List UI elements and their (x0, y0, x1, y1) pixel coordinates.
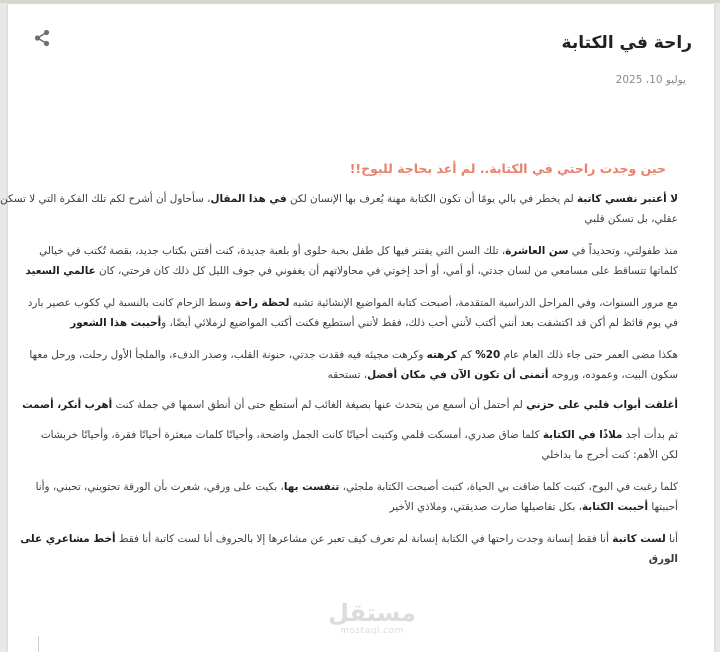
text-run: ، تلك السن التي يفتنر فيها كل طفل بحبة حلوى أو بلعبة جديدة، كنت أفتتن بكتاب جديد، بقصة تُكتب في خيالي (39, 245, 506, 257)
text-run: مع مرور السنوات، وفي المراحل الدراسية المتقدمة، أصبحت كتابة المواضيع الإنشائية تشبه (289, 297, 678, 309)
post-title: راحة في الكتابة (561, 33, 692, 53)
text-run: كلماتها تتساقط على مسامعي من لسان جدتي، أو أمي، أو أحد إخوتي في محاولاتهم أن يغفوني في جوف الليل كل ذلك كان فرحتي، كان (95, 265, 678, 277)
paragraph-line (584, 213, 678, 225)
text-run: هكذا مضى العمر حتى جاء ذلك العام عام (500, 349, 678, 361)
text-run: وكرهت مجيئه فيه فقدت جدتي، حنونة القلب، وصدر الدفء، والملجأ الأول رحلت، ورحل معها (29, 349, 427, 361)
text-run: أنا (665, 533, 678, 545)
bold-phrase: 20% (475, 349, 501, 361)
text-run: ثم بدأت أجد (622, 429, 678, 441)
article-subheading: حين وجدت راحتي في الكتابة.. لم أعد بحاجة للبوح!! (349, 161, 666, 176)
bold-phrase: تنفست بها (283, 481, 340, 493)
bold-phrase: لست كاتبة (612, 533, 666, 545)
text-run: ، بكل تفاصيلها صارت صديقتي، وملاذي الأخير (389, 501, 582, 513)
footer-divider (38, 636, 39, 652)
paragraph-2 (25, 241, 678, 281)
share-icon (33, 29, 51, 47)
paragraph-7 (35, 477, 678, 517)
watermark-logo: مستقل (328, 599, 416, 627)
text-run: في يوم قائظ لم أكن قد اكتشفت بعد أنني أكتب لأنني أحب ذلك، فقط لأنني أستطيع فكنت أكتب المواضيع لزملائي أيضًا، و (161, 317, 678, 329)
text-run: أنا فقط إنسانة وجدت راحتها في الكتابة إنسانة لم تعرف كيف تعبر عن مشاعرها إلا بالحروف أنا لست كاتبة أنا فقط (115, 533, 613, 545)
text-run: سكون البيت، وعموده، وروحه (548, 369, 678, 381)
watermark-url: mostaql.com (340, 626, 404, 636)
text-run: عقلي، بل تسكن قلبي (584, 213, 678, 225)
paragraph-8 (20, 529, 678, 569)
text-run: لكن الأهم: كنت أخرج ما بداخلي (541, 449, 678, 461)
paragraph-line (22, 399, 678, 411)
paragraph-line (541, 449, 678, 461)
text-run: وسط الزحام كانت بالنسبة لي ككوب عصير بارد (27, 297, 235, 309)
bold-phrase: أتمنى أن تكون الآن في مكان أفضل (367, 369, 549, 381)
paragraph-line (26, 265, 678, 277)
text-run: لم يخطر في بالي يومًا أن تكون الكتابة مهنة يُعرف بها الإنسان لكن (286, 193, 577, 205)
text-run: أحببتها (648, 501, 678, 513)
bold-phrase: سن العاشرة (505, 245, 569, 257)
bold-phrase: أخط مشاعري على (20, 533, 116, 545)
bold-phrase: في هذا المقال (210, 193, 287, 205)
paragraph-line (29, 349, 678, 361)
text-run: ، تستحقه (327, 369, 368, 381)
paragraph-line (28, 297, 678, 309)
bold-phrase: أحببت الكتابة (582, 501, 649, 513)
bold-phrase: أحببت هذا الشعور (70, 317, 162, 329)
bold-phrase: أنكر، أصمت (22, 399, 82, 411)
text-run: كلما ضاق صدري، أمسكت قلمي وكتبت أحيانًا كانت الجمل واضحة، وأحيانًا كلمات مبعثرة أحيانًا فقرة، وأحيانًا خربشات (40, 429, 543, 441)
top-edge-strip (0, 0, 720, 3)
share-button[interactable] (28, 24, 56, 52)
text-run: كلما رغبت في البوح، كتبت كلما ضاقت بي الحياة، كتبت أصبحت الكتابة ملجئي، (339, 481, 678, 493)
mostaql-watermark (326, 600, 418, 636)
paragraph-line (41, 429, 678, 441)
paragraph-line (39, 245, 678, 257)
bold-phrase: أهرب (84, 399, 113, 411)
bold-phrase: لحظة راحة (234, 297, 290, 309)
paragraph-6 (40, 425, 678, 465)
text-run: كم (456, 349, 476, 361)
bold-phrase: ملاذًا في الكتابة (542, 429, 623, 441)
post-date: يوليو 10، 2025 (615, 74, 686, 86)
paragraph-line (20, 533, 678, 545)
text-run: ، بكيت على ورقي، شعرت بأن الورقة تحتويني، تحبني، وأنا (35, 481, 284, 493)
paragraph-line (0, 193, 678, 205)
text-run: منذ طفولتي، وتحديداً في (568, 245, 678, 257)
text-run: ، سأحاول أن أشرح لكم تلك الفكرة التي لا تسكن (0, 193, 211, 205)
bold-phrase: عالمي السعيد (25, 265, 96, 277)
text-run: الورق (648, 553, 678, 565)
paragraph-line (70, 317, 678, 329)
paragraph-5 (22, 395, 678, 415)
paragraph-line (390, 501, 678, 513)
paragraph-line (328, 369, 678, 381)
paragraph-4 (29, 345, 678, 385)
paragraph-1 (0, 189, 678, 229)
text-run: لم أحتمل أن أسمع من يتحدث عنها بصيغة الغائب لم أستطع حتى أن أنطق اسمها في جملة كنت (112, 399, 527, 411)
article-card (0, 4, 714, 652)
paragraph-line (36, 481, 678, 493)
bold-phrase: لا أعتبر نفسي كاتبة (576, 193, 678, 205)
bold-phrase: أغلقت أبواب قلبي على حزني (526, 399, 678, 411)
paragraph-line (649, 553, 678, 565)
paragraph-3 (27, 293, 678, 333)
bold-phrase: كرهته (426, 349, 457, 361)
